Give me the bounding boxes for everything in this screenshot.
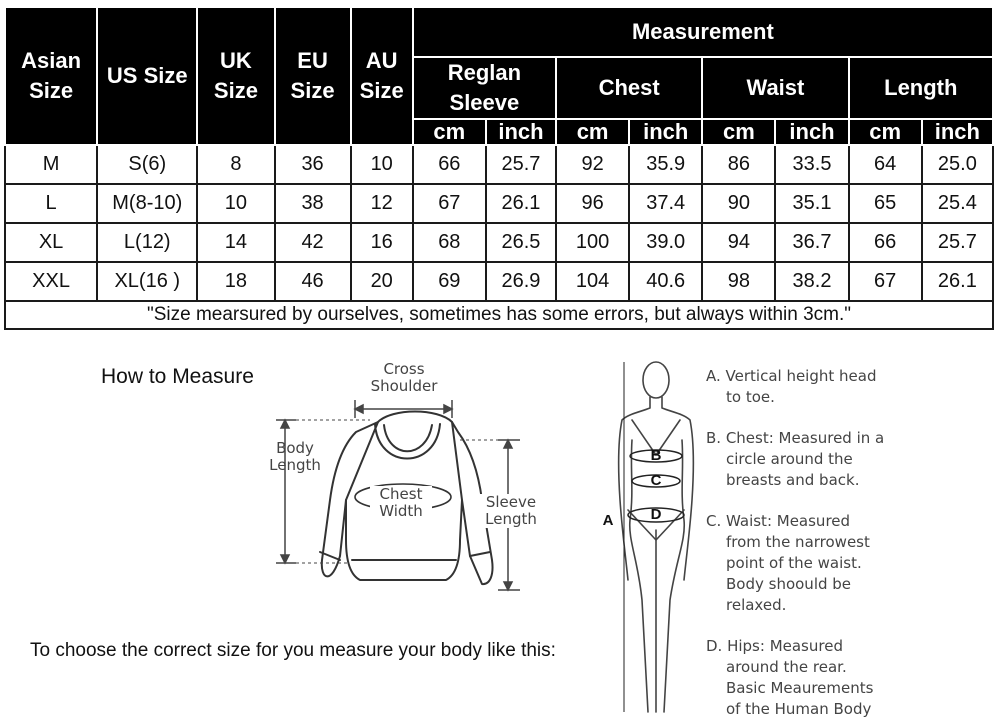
legend-b-line2: circle around the bbox=[726, 450, 853, 468]
table-cell: 92 bbox=[556, 145, 629, 184]
cross-shoulder-label bbox=[364, 361, 444, 395]
table-cell: 68 bbox=[413, 223, 486, 262]
table-cell: 26.1 bbox=[922, 262, 993, 301]
chest-width-line1: Chest bbox=[379, 485, 423, 503]
sleeve-length-line1: Sleeve bbox=[485, 493, 537, 511]
table-cell: 26.5 bbox=[486, 223, 556, 262]
header-uk-size: UK Size bbox=[197, 7, 274, 145]
unit-header: cm bbox=[849, 119, 922, 145]
table-cell: 90 bbox=[702, 184, 775, 223]
body-length-line1: Body bbox=[276, 439, 314, 457]
table-cell: 94 bbox=[702, 223, 775, 262]
table-cell: 38.2 bbox=[775, 262, 848, 301]
legend-d-line3: Basic Meaurements bbox=[726, 679, 874, 697]
table-cell: 98 bbox=[702, 262, 775, 301]
table-cell: 25.7 bbox=[922, 223, 993, 262]
header-us-size: US Size bbox=[97, 7, 197, 145]
table-cell: 65 bbox=[849, 184, 922, 223]
table-cell: 96 bbox=[556, 184, 629, 223]
unit-header: cm bbox=[413, 119, 486, 145]
body-length-line2: Length bbox=[269, 456, 321, 474]
unit-header: inch bbox=[775, 119, 848, 145]
table-cell: 36.7 bbox=[775, 223, 848, 262]
sleeve-length-line2: Length bbox=[485, 510, 537, 528]
table-cell: 14 bbox=[197, 223, 274, 262]
marker-a: A bbox=[602, 512, 614, 529]
marker-b: B bbox=[650, 447, 662, 464]
table-cell: XL bbox=[5, 223, 97, 262]
table-cell: 64 bbox=[849, 145, 922, 184]
table-cell: 18 bbox=[197, 262, 274, 301]
measurement-note: "Size mearsured by ourselves, sometimes has some errors, but always within 3cm." bbox=[5, 301, 993, 329]
cross-shoulder-line1: Cross bbox=[383, 360, 425, 378]
how-to-measure-title: How to Measure bbox=[101, 365, 254, 388]
table-cell: 104 bbox=[556, 262, 629, 301]
table-cell: 37.4 bbox=[629, 184, 702, 223]
table-cell: 12 bbox=[351, 184, 413, 223]
table-cell: 39.0 bbox=[629, 223, 702, 262]
table-cell: 10 bbox=[197, 184, 274, 223]
table-cell: 33.5 bbox=[775, 145, 848, 184]
table-cell: 66 bbox=[413, 145, 486, 184]
marker-d: D bbox=[650, 506, 662, 523]
chest-width-label bbox=[370, 486, 432, 520]
table-cell: 25.7 bbox=[486, 145, 556, 184]
header-eu-size: EU Size bbox=[275, 7, 351, 145]
header-chest: Chest bbox=[556, 57, 702, 119]
header-au-size: AU Size bbox=[351, 7, 413, 145]
table-cell: XL(16 ) bbox=[97, 262, 197, 301]
table-cell: 46 bbox=[275, 262, 351, 301]
table-cell: 26.1 bbox=[486, 184, 556, 223]
table-cell: 16 bbox=[351, 223, 413, 262]
table-cell: 25.0 bbox=[922, 145, 993, 184]
table-cell: M(8-10) bbox=[97, 184, 197, 223]
table-cell: S(6) bbox=[97, 145, 197, 184]
legend-c-line2: from the narrowest bbox=[726, 533, 870, 551]
legend-d-line2: around the rear. bbox=[726, 658, 847, 676]
legend-c-line3: point of the waist. bbox=[726, 554, 862, 572]
legend-a-line2: to toe. bbox=[726, 388, 775, 406]
table-cell: 66 bbox=[849, 223, 922, 262]
marker-c: C bbox=[650, 472, 662, 489]
table-cell: 26.9 bbox=[486, 262, 556, 301]
table-cell: L(12) bbox=[97, 223, 197, 262]
header-measurement: Measurement bbox=[413, 7, 993, 57]
table-cell: 25.4 bbox=[922, 184, 993, 223]
table-cell: 69 bbox=[413, 262, 486, 301]
legend-item-c bbox=[706, 511, 906, 616]
unit-header: cm bbox=[702, 119, 775, 145]
table-cell: L bbox=[5, 184, 97, 223]
legend-item-b bbox=[706, 428, 906, 491]
legend-c-line5: relaxed. bbox=[726, 596, 787, 614]
legend-d-line4: of the Human Body bbox=[726, 700, 872, 718]
header-waist: Waist bbox=[702, 57, 848, 119]
legend-c-line4: Body shoould be bbox=[726, 575, 852, 593]
unit-header: inch bbox=[922, 119, 993, 145]
legend-b-line3: breasts and back. bbox=[726, 471, 860, 489]
table-cell: 40.6 bbox=[629, 262, 702, 301]
legend-item-d bbox=[706, 636, 906, 720]
unit-header: inch bbox=[629, 119, 702, 145]
table-cell: 20 bbox=[351, 262, 413, 301]
table-cell: M bbox=[5, 145, 97, 184]
table-cell: 35.1 bbox=[775, 184, 848, 223]
unit-header: cm bbox=[556, 119, 629, 145]
table-cell: 67 bbox=[849, 262, 922, 301]
legend-item-a bbox=[706, 366, 906, 408]
table-cell: 36 bbox=[275, 145, 351, 184]
chest-width-line2: Width bbox=[379, 502, 423, 520]
table-cell: 38 bbox=[275, 184, 351, 223]
table-cell: 42 bbox=[275, 223, 351, 262]
table-cell: XXL bbox=[5, 262, 97, 301]
unit-header: inch bbox=[486, 119, 556, 145]
header-length: Length bbox=[849, 57, 993, 119]
table-cell: 10 bbox=[351, 145, 413, 184]
legend-b-line1: B. Chest: Measured in a bbox=[706, 429, 885, 447]
table-cell: 86 bbox=[702, 145, 775, 184]
table-cell: 8 bbox=[197, 145, 274, 184]
human-body-drawing bbox=[619, 362, 694, 712]
header-asian-size: Asian Size bbox=[5, 7, 97, 145]
legend-c-line1: C. Waist: Measured bbox=[706, 512, 851, 530]
table-cell: 67 bbox=[413, 184, 486, 223]
cross-shoulder-line2: Shoulder bbox=[370, 377, 438, 395]
header-reglan-sleeve: Reglan Sleeve bbox=[413, 57, 556, 119]
sleeve-length-label bbox=[480, 494, 542, 528]
table-cell: 100 bbox=[556, 223, 629, 262]
choose-size-instruction: To choose the correct size for you measure your body like this: bbox=[30, 640, 556, 661]
body-length-label bbox=[265, 440, 325, 474]
legend-a-line1: A. Vertical height head bbox=[706, 367, 877, 385]
legend-d-line1: D. Hips: Measured bbox=[706, 637, 843, 655]
table-cell: 35.9 bbox=[629, 145, 702, 184]
